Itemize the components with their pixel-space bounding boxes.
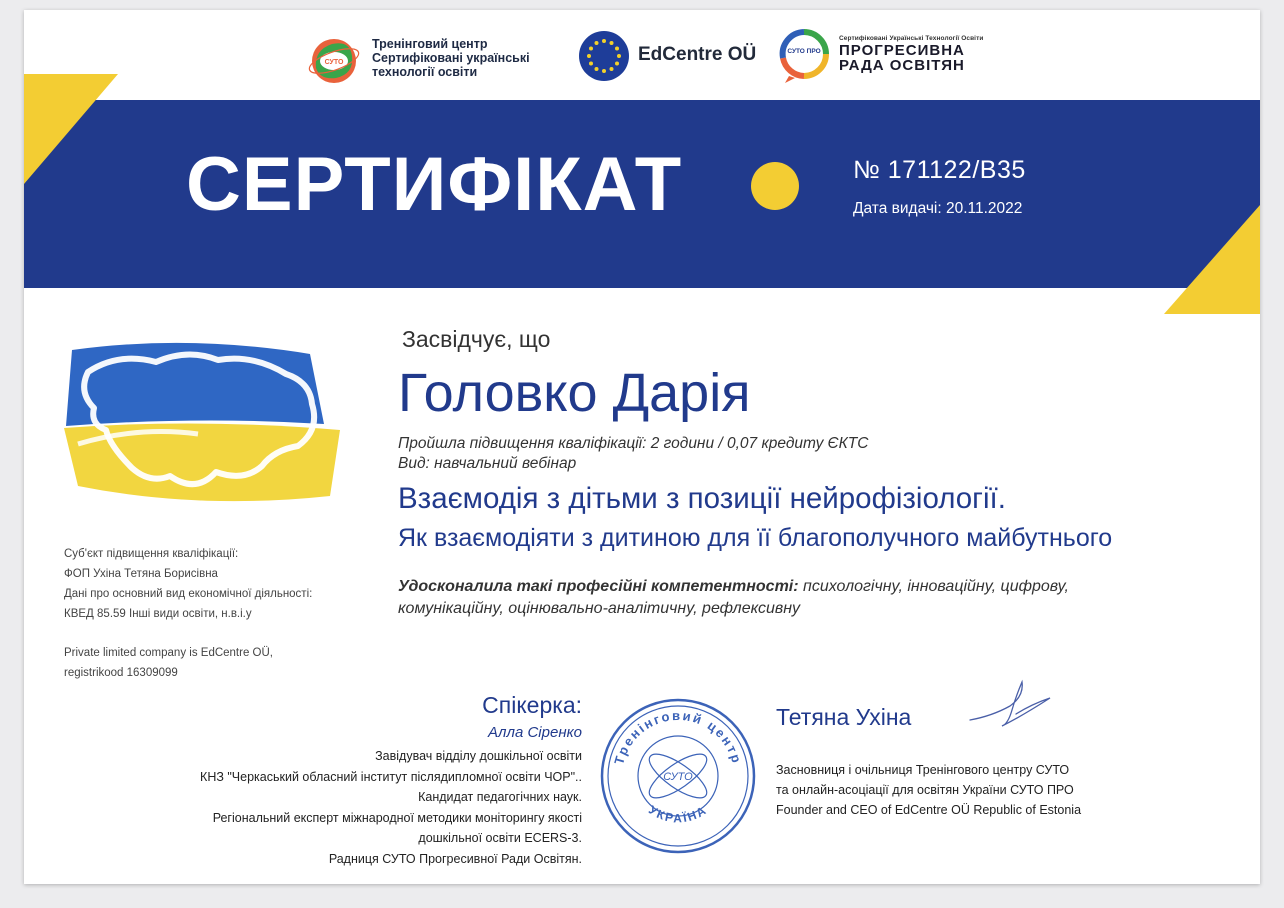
- competencies: [398, 576, 1098, 620]
- qualification-hours: Пройшла підвищення кваліфікації: 2 години / 0,07 кредиту ЄКТС: [398, 435, 869, 452]
- council-logo-text: СУТО ПРО: [787, 48, 821, 55]
- round-stamp-icon: [598, 692, 758, 856]
- course-title-line1: Взаємодія з дітьми з позиції нейрофізіології.: [398, 482, 1006, 515]
- competencies-list: психологічну, інноваційну, цифрову, комунікаційну, оцінювально-аналітичну, рефлексивну: [398, 578, 1069, 617]
- speaker-description: [184, 746, 582, 869]
- council-name: [839, 43, 965, 73]
- speaker-desc-line: КНЗ "Черкаський обласний інститут післядипломної освіти ЧОР"..: [200, 769, 582, 784]
- speaker-desc-line: Радниця СУТО Прогресивної Ради Освітян.: [328, 851, 582, 866]
- issue-date-value: 20.11.2022: [945, 200, 1023, 217]
- svg-text:УКРАЇНА: [646, 803, 710, 826]
- provider-line: ФОП Ухіна Тетяна Борисівна: [64, 568, 218, 580]
- speaker-desc-line: дошкільної освіти ECERS-3.: [418, 831, 582, 845]
- recipient-name: Головко Дарія: [398, 363, 751, 423]
- left-yellow-triangle: [24, 74, 120, 186]
- stamp-center-text: СУТО: [663, 771, 693, 783]
- issue-date-label: Дата видачі:: [853, 200, 942, 217]
- speaker-desc-line: Завідувач відділу дошкільної освіти: [375, 749, 582, 763]
- provider-line: КВЕД 85.59 Інші види освіти, н.в.і.у: [64, 608, 252, 620]
- training-center-line1: Тренінговий центр: [372, 37, 488, 51]
- qualification-info: [398, 434, 868, 474]
- yellow-dot: [751, 162, 799, 210]
- qualification-type: Вид: навчальний вебінар: [398, 455, 577, 472]
- training-center-logo-text: СУТО: [324, 59, 344, 66]
- right-yellow-triangle: [1164, 205, 1260, 315]
- council-subtitle: Сертифіковані Українські Технології Освіти: [839, 35, 984, 42]
- founder-description: [776, 760, 1081, 820]
- training-center-name: [372, 37, 530, 79]
- speaker-desc-line: Регіональний експерт міжнародної методики моніторингу якості: [212, 810, 582, 825]
- certificate-sheet: [24, 10, 1260, 884]
- edcentre-name: EdCentre OÜ: [638, 44, 757, 65]
- council-name-line1: ПРОГРЕСИВНА: [839, 42, 965, 59]
- founder-desc-line: та онлайн-асоціації для освітян України СУТО ПРО: [776, 783, 1074, 797]
- provider-line: registrikood 16309099: [64, 667, 178, 679]
- founder-name: Тетяна Ухіна: [776, 704, 912, 730]
- speaker-name: Алла Сіренко: [488, 724, 582, 741]
- training-center-logo-icon: [306, 32, 362, 88]
- provider-line: Private limited company is EdCentre OÜ,: [64, 647, 273, 659]
- issue-date: [853, 200, 1022, 218]
- signature-icon: [962, 676, 1058, 732]
- certificate-number: № 171122/В35: [853, 156, 1026, 184]
- stamp-bottom-text: УКРАЇНА: [646, 802, 710, 826]
- stamp-top-text: Тренінговий центр: [611, 707, 745, 767]
- progressive-council-logo-icon: [777, 28, 831, 84]
- provider-line: Суб'єкт підвищення кваліфікації:: [64, 548, 239, 560]
- founder-desc-line: Founder and CEO of EdCentre OÜ Republic of Estonia: [776, 803, 1082, 817]
- provider-info: [64, 544, 312, 683]
- training-center-line2: Сертифіковані українські: [372, 51, 530, 65]
- founder-desc-line: Засновниця і очільниця Тренінгового центру СУТО: [776, 763, 1070, 777]
- eu-flag-icon: [578, 30, 630, 82]
- training-center-line3: технології освіти: [372, 65, 478, 79]
- council-name-line2: РАДА ОСВІТЯН: [839, 57, 965, 74]
- ukraine-map-icon: [48, 334, 348, 506]
- course-title-line2: Як взаємодіяти з дитиною для її благополучного майбутнього: [398, 524, 1113, 552]
- provider-line: Дані про основний вид економічної діяльності:: [64, 588, 313, 600]
- speaker-heading: Спікерка:: [482, 692, 582, 718]
- competencies-label: Удосконалила такі професійні компетентності:: [398, 578, 799, 595]
- certificate-title: СЕРТИФІКАТ: [186, 142, 683, 227]
- speaker-desc-line: Кандидат педагогічних наук.: [418, 790, 582, 804]
- certifies-label: Засвідчує, що: [402, 326, 551, 352]
